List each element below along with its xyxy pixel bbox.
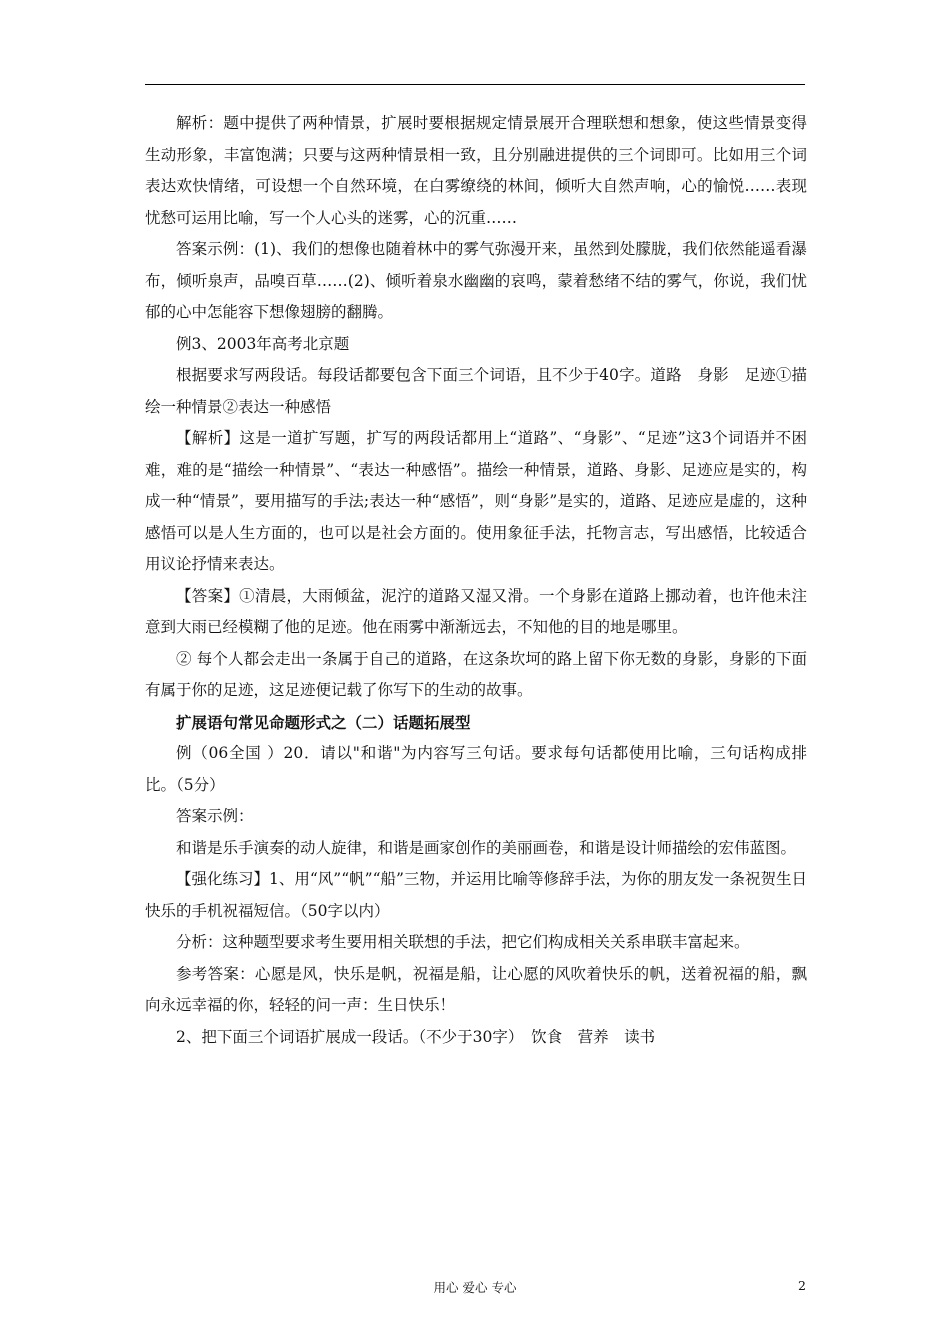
document-body: [145, 108, 807, 1053]
paragraph-explanation: 【解析】这是一道扩写题，扩写的两段话都用上“道路”、“身影”、“足迹”这3个词语并不困难，难的是“描绘一种情景”、“表达一种感悟”。描绘一种情景，道路、身影、足迹应是实的，构成一种“情景”，要用描写的手法;表达一种“感悟”，则“身影”是实的，道路、足迹应是虚的，这种感悟可以是人生方面的，也可以是社会方面的。使用象征手法，托物言志，写出感悟，比较适合用议论抒情来表达。: [145, 429, 807, 573]
page-footer: [0, 1278, 950, 1298]
paragraph-practice-analysis: 分析：这种题型要求考生要用相关联想的手法，把它们构成相关关系串联丰富起来。: [176, 933, 750, 951]
paragraph-answer-example: 答案示例：(1)、我们的想像也随着林中的雾气弥漫开来，虽然到处朦胧，我们依然能遥看瀑布，倾听泉声，品嗅百草……(2)、倾听着泉水幽幽的哀鸣，蒙着愁绪不结的雾气，你说，我们忧郁的心中怎能容下想像翅膀的翻腾。: [145, 240, 807, 321]
paragraph-practice-1: 【强化练习】1、用“风”“帆”“船”三物，并运用比喻等修辞手法，为你的朋友发一条祝贺生日快乐的手机祝福短信。（50字以内）: [145, 870, 807, 920]
paragraph-answer-example-label: 答案示例：: [176, 807, 254, 825]
paragraph-reference-answer: 参考答案：心愿是风，快乐是帆，祝福是船，让心愿的风吹着快乐的帆，送着祝福的船，飘向永远幸福的你，轻轻的问一声：生日快乐！: [145, 964, 807, 1014]
footer-text: 用心 爱心 专心: [433, 1280, 517, 1295]
header-rule: [145, 84, 805, 85]
paragraph-example-06: 例（06全国 ）20．请以"和谐"为内容写三句话。要求每句话都使用比喻，三句话构成排比。（5分）: [145, 744, 807, 794]
page-number: 2: [798, 1278, 806, 1293]
paragraph-practice-2: 2、把下面三个词语扩展成一段话。（不少于30字） 饮食 营养 读书: [176, 1027, 656, 1046]
paragraph-example-3-title: 例3、2003年高考北京题: [176, 334, 350, 353]
section-heading: 扩展语句常见命题形式之（二）话题拓展型: [176, 712, 471, 732]
paragraph-requirement: 根据要求写两段话。每段话都要包含下面三个词语，且不少于40字。道路 身影 足迹①描绘一种情景②表达一种感悟: [145, 366, 807, 416]
paragraph-harmony-answer: 和谐是乐手演奏的动人旋律，和谐是画家创作的美丽画卷，和谐是设计师描绘的宏伟蓝图。: [176, 838, 797, 857]
paragraph-analysis: 解析：题中提供了两种情景，扩展时要根据规定情景展开合理联想和想象，使这些情景变得生动形象，丰富饱满；只要与这两种情景相一致，且分别融进提供的三个词即可。比如用三个词表达欢快情绪，可设想一个自然环境，在白雾缭绕的林间，倾听大自然声响，心的愉悦……表现忧愁可运用比喻，写一个人心头的迷雾，心的沉重……: [145, 114, 807, 227]
paragraph-answer-2: ② 每个人都会走出一条属于自己的道路，在这条坎坷的路上留下你无数的身影，身影的下面有属于你的足迹，这足迹便记载了你写下的生动的故事。: [145, 649, 807, 699]
paragraph-answer-1: 【答案】①清晨，大雨倾盆，泥泞的道路又湿又滑。一个身影在道路上挪动着，也许他未注意到大雨已经模糊了他的足迹。他在雨雾中渐渐远去，不知他的目的地是哪里。: [145, 586, 807, 636]
